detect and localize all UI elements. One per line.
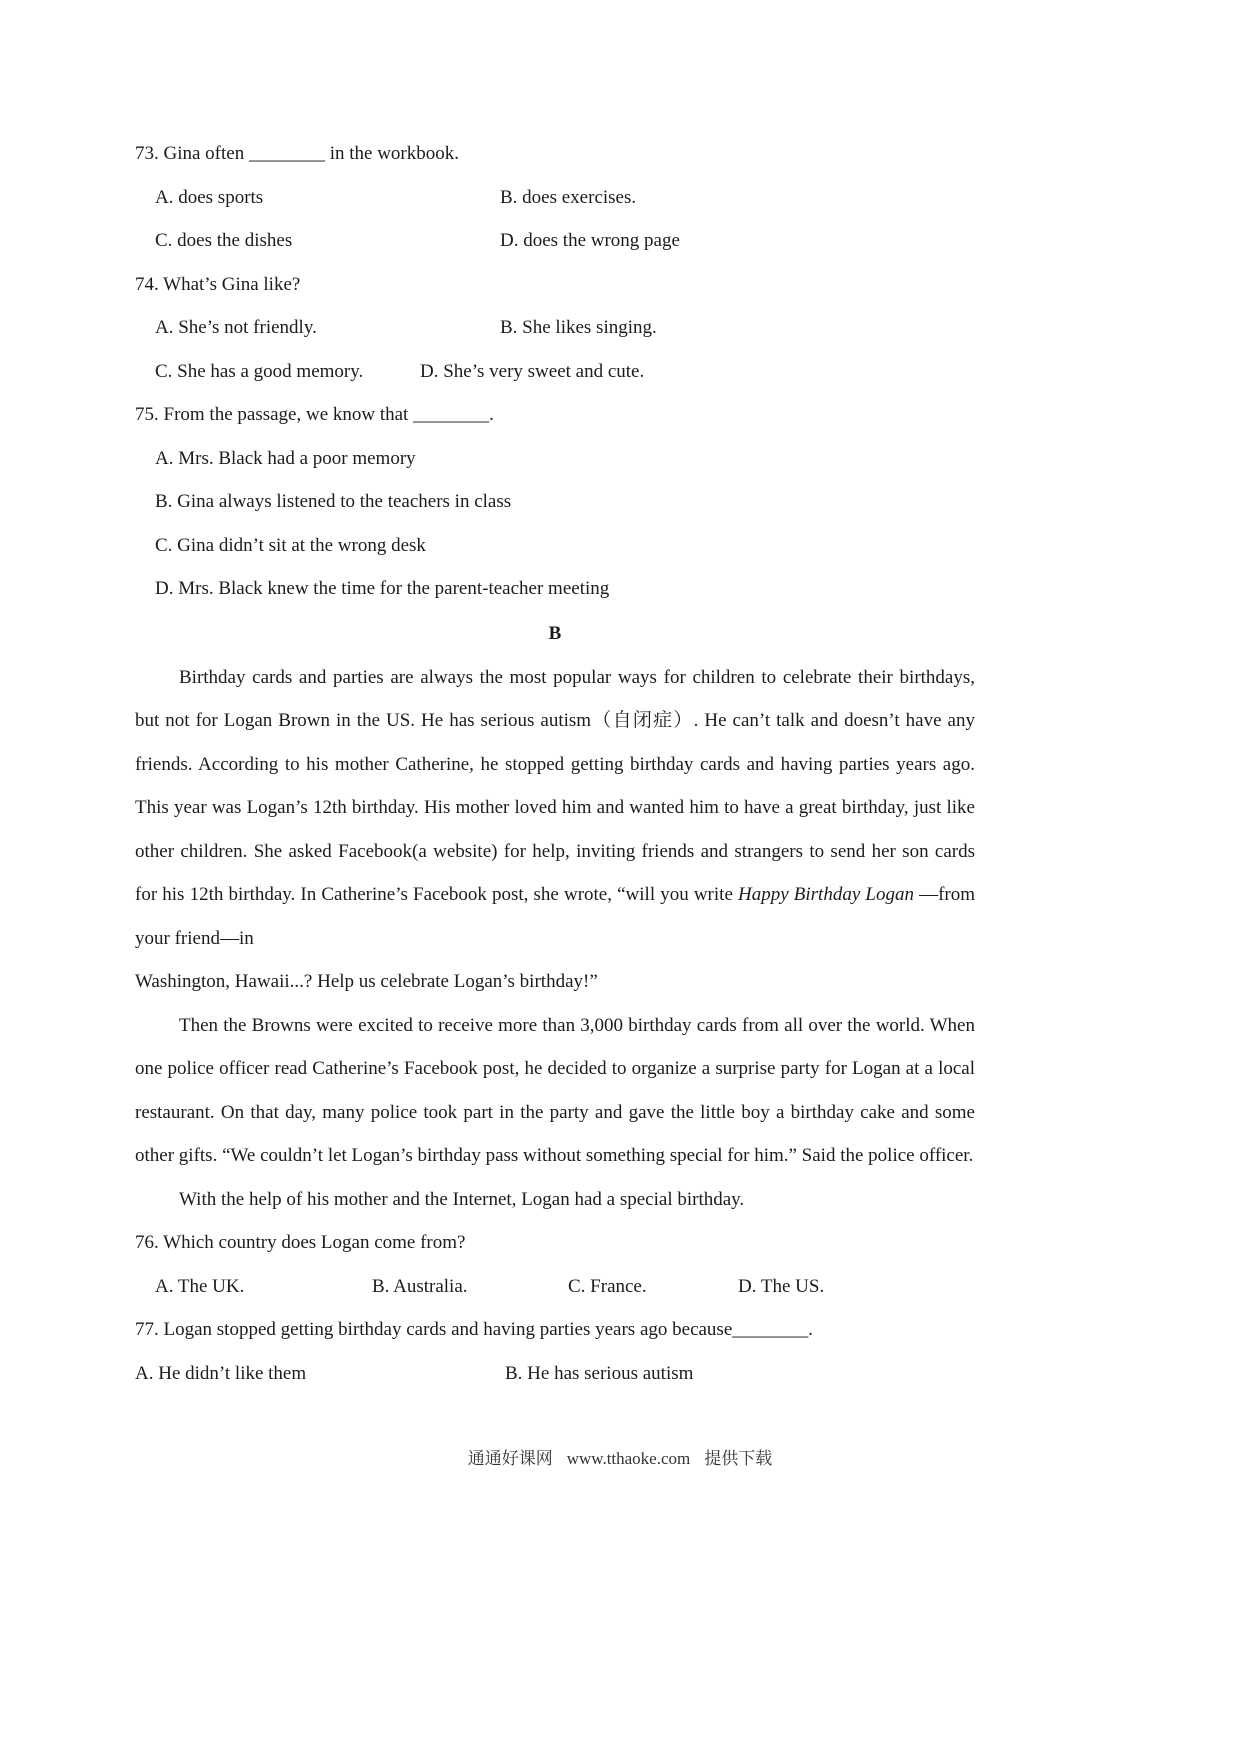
question-75-option-d: D. Mrs. Black knew the time for the parent-teacher meeting	[155, 578, 610, 599]
page-content	[135, 132, 975, 1395]
question-75-option-c: C. Gina didn’t sit at the wrong desk	[155, 534, 426, 556]
passage-paragraph-1	[135, 656, 975, 961]
question-73-option-d: D. does the wrong page	[500, 230, 680, 251]
question-74-options-cd	[135, 350, 975, 394]
passage-p1-text-b: —from your friend—in	[135, 884, 976, 949]
question-75-option-b: B. Gina always listened to the teachers in class	[155, 491, 512, 512]
question-73-options-ab	[135, 176, 975, 220]
question-74-option-c: C. She has a good memory.	[155, 360, 364, 382]
question-77-option-a: A. He didn’t like them	[135, 1362, 307, 1384]
page-footer	[0, 1446, 1240, 1472]
question-76-option-b: B. Australia.	[372, 1275, 468, 1297]
question-74-options-ab	[135, 306, 975, 350]
question-75-stem: 75. From the passage, we know that ________.	[135, 404, 494, 425]
question-76-option-c: C. France.	[568, 1275, 647, 1297]
passage-p1-text-a: Birthday cards and parties are always the most popular ways for children to celebrate their birthdays, but not for Logan Brown in the US. He has serious autism（自闭症）. He can’t talk and doesn’t have any friends. According to his mother Catherine, he stopped getting birthday cards and having parties years ago. This year was Logan’s 12th birthday. His mother loved him and wanted him to have a great birthday, just like other children. She asked Facebook(a website) for help, inviting friends and strangers to send her son cards for his 12th birthday. In Catherine’s Facebook post, she wrote, “will you write	[135, 666, 975, 905]
passage-paragraph-1-continuation: Washington, Hawaii...? Help us celebrate Logan’s birthday!”	[135, 971, 598, 992]
question-73-stem: 73. Gina often ________ in the workbook.	[135, 143, 460, 164]
question-73-option-c: C. does the dishes	[155, 230, 293, 251]
question-74-stem: 74. What’s Gina like?	[135, 273, 301, 295]
question-74-option-d: D. She’s very sweet and cute.	[420, 360, 645, 382]
question-73-option-a: A. does sports	[155, 186, 264, 208]
question-77-options-ab	[135, 1352, 975, 1396]
passage-p1-italic-phrase: Happy Birthday Logan	[738, 884, 914, 905]
passage-paragraph-2: Then the Browns were excited to receive more than 3,000 birthday cards from all over the world. When one police officer read Catherine’s Facebook post, he decided to organize a surprise party for Logan at a local restaurant. On that day, many police took part in the party and gave the little boy a birthday cake and some other gifts. “We couldn’t let Logan’s birthday pass without something special for him.” Said the police officer.	[135, 1014, 975, 1166]
footer-url: www.tthaoke.com	[566, 1449, 691, 1468]
question-73-options-cd	[135, 219, 975, 263]
question-77-stem: 77. Logan stopped getting birthday cards and having parties years ago because________.	[135, 1319, 814, 1340]
footer-download-label: 提供下载	[704, 1449, 773, 1468]
question-77-option-b: B. He has serious autism	[505, 1362, 694, 1384]
question-76-stem: 76. Which country does Logan come from?	[135, 1232, 466, 1253]
question-76-option-a: A. The UK.	[155, 1275, 245, 1297]
footer-site-name: 通通好课网	[467, 1449, 553, 1468]
question-76-option-d: D. The US.	[738, 1275, 825, 1297]
passage-paragraph-3: With the help of his mother and the Internet, Logan had a special birthday.	[179, 1188, 745, 1210]
section-b-heading: B	[548, 622, 562, 644]
question-73-option-b: B. does exercises.	[500, 186, 637, 208]
question-74-option-a: A. She’s not friendly.	[155, 317, 317, 338]
question-76-options	[135, 1265, 975, 1309]
question-75-option-a: A. Mrs. Black had a poor memory	[155, 447, 416, 469]
question-74-option-b: B. She likes singing.	[500, 317, 657, 338]
